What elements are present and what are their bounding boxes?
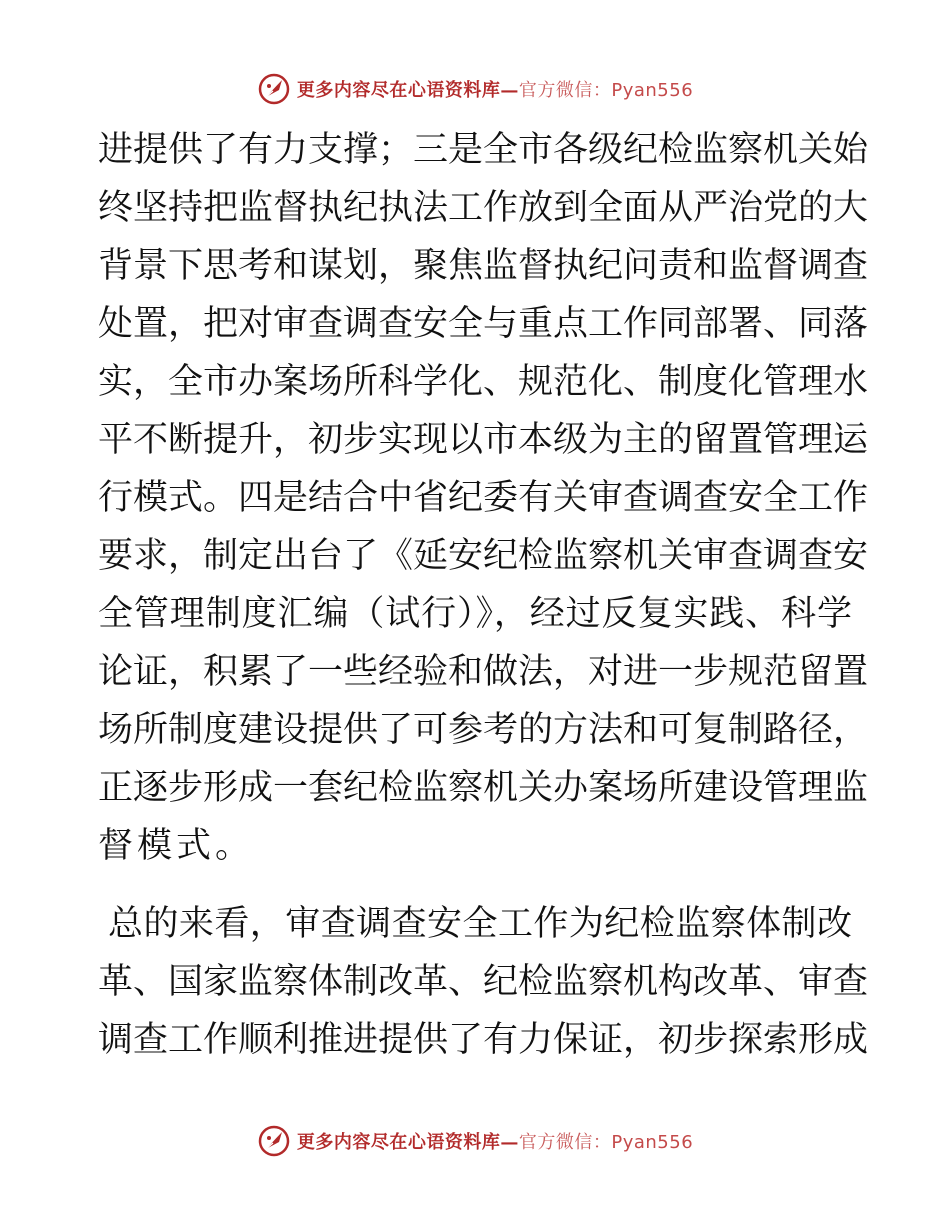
header-brand-id: Pyan556 [611,80,694,101]
text-line: 实，全市办案场所科学化、规范化、制度化管理水 [98,362,869,402]
text-line: 行模式。四是结合中省纪委有关审查调查安全工作 [98,478,869,518]
text-line: 要求，制定出台了《延安纪检监察机关审查调查安 [98,536,869,576]
footer-brand-sub: 官方微信： [518,1132,612,1153]
text-line: 终坚持把监督执纪执法工作放到全面从严治党的大 [98,188,869,228]
footer-dash: — [500,1132,519,1153]
header-brand [297,76,693,102]
paragraph-gap [98,875,852,895]
header-brand-main: 更多内容尽在心语资料库 [296,80,501,101]
text-line: 平不断提升，初步实现以市本级为主的留置管理运 [98,420,869,460]
text-line: 进提供了有力支撑；三是全市各级纪检监察机关始 [98,130,869,170]
header-brand-sub: 官方微信： [518,80,612,101]
footer-brand [297,1128,693,1154]
text-line: 总的来看，审查调查安全工作为纪检监察体制改 [108,904,852,944]
text-line: 正逐步形成一套纪检监察机关办案场所建设管理监 [98,768,869,808]
header-dash: — [500,80,519,101]
paragraph-1 [98,121,869,875]
text-line: 处置，把对审查调查安全与重点工作同部署、同落 [98,304,869,344]
text-line: 背景下思考和谋划，聚焦监督执纪问责和监督调查 [98,246,869,286]
page-footer [0,1124,950,1158]
text-line: 革、国家监察体制改革、纪检监察机构改革、审查 [98,962,869,1002]
page-header [0,72,950,106]
text-line: 调查工作顺利推进提供了有力保证，初步探索形成 [98,1020,869,1060]
quill-logo-icon [257,1124,291,1158]
text-line: 督模式。 [98,826,255,866]
text-line: 场所制度建设提供了可参考的方法和可复制路径， [98,710,869,750]
document-body [98,121,869,1069]
text-line: 论证，积累了一些经验和做法，对进一步规范留置 [98,652,869,692]
paragraph-2 [98,895,869,1069]
footer-brand-main: 更多内容尽在心语资料库 [296,1132,501,1153]
quill-logo-icon [257,72,291,106]
text-line: 全管理制度汇编（试行）》，经过反复实践、科学 [98,594,852,634]
footer-brand-id: Pyan556 [611,1132,694,1153]
